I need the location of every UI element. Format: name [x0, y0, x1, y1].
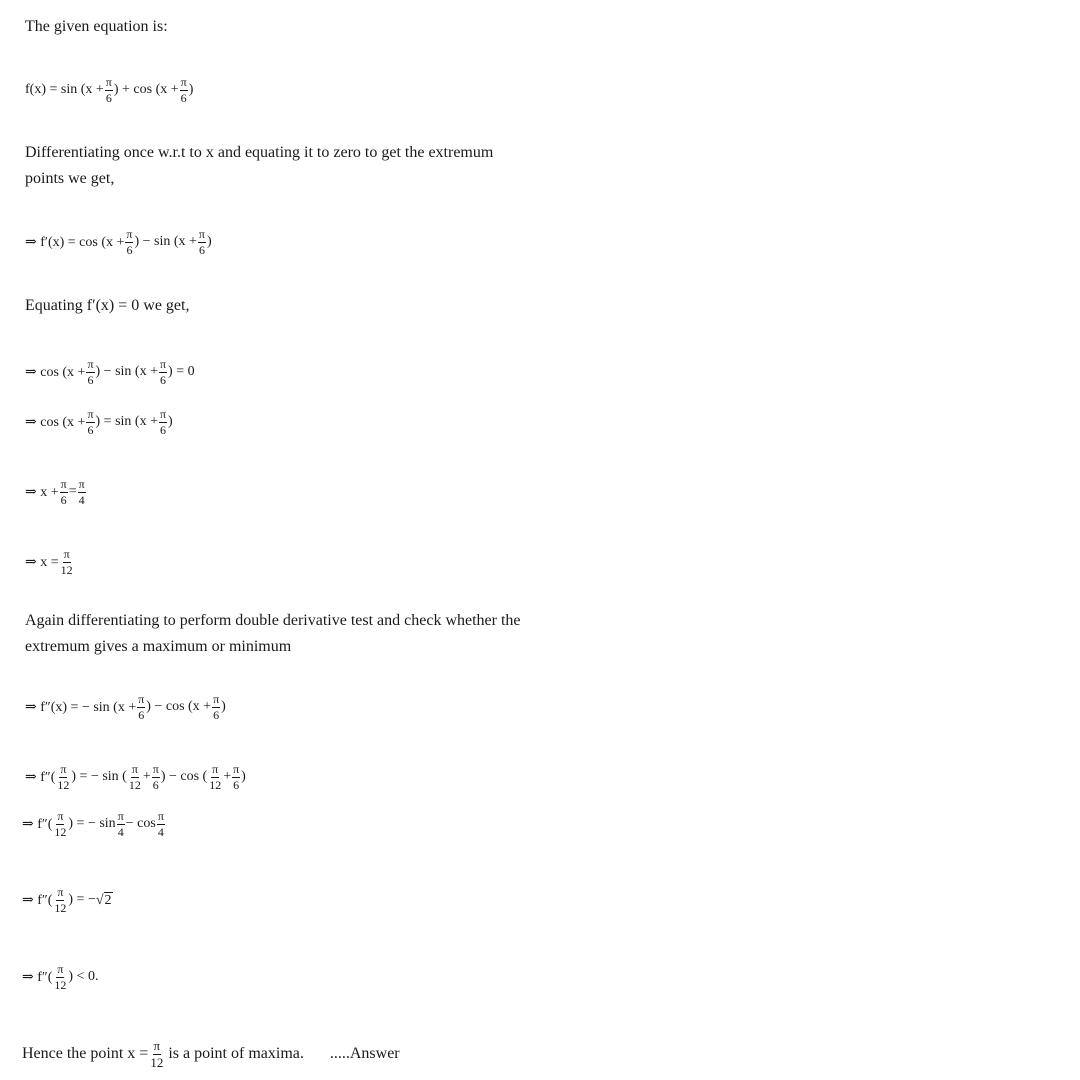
equating-text: Equating f′(x) = 0 we get, [25, 297, 190, 314]
fraction-pi-over-12: $\frac{\pi}{12}$ [209, 761, 222, 792]
equation-evaluate-4: ⇒ f″( $\frac{\pi}{12}$ ) < 0. [22, 961, 99, 992]
conclusion: Hence the point x = $\frac{\pi}{12}$ is a point of maxima. .....Answer [22, 1037, 400, 1070]
fraction-pi-over-6: $\frac{\pi}{6}$ [152, 761, 159, 792]
fraction-pi-over-6: $\frac{\pi}{6}$ [213, 691, 220, 722]
fraction-pi-over-6: $\frac{\pi}{6}$ [87, 406, 94, 437]
equation-evaluate-1: ⇒ f″( $\frac{\pi}{12}$ ) = − sin ( $\frac{\pi}{12}$ + $\frac{\pi}{6}$ ) − cos ( $\frac{\pi}{12}$ + $\frac{\pi}{6}$ ) [25, 761, 246, 792]
fraction-pi-over-12: $\frac{\pi}{12}$ [54, 808, 67, 839]
fraction-pi-over-6: $\frac{\pi}{6}$ [87, 356, 94, 387]
fraction-pi-over-12: $\frac{\pi}{12}$ [54, 884, 67, 915]
equation-step-3: ⇒ x + $\frac{\pi}{6}$ = $\frac{\pi}{4}$ [25, 476, 85, 507]
fraction-pi-over-6: $\frac{\pi}{6}$ [60, 476, 67, 507]
fraction-pi-over-12: $\frac{\pi}{12}$ [60, 546, 73, 577]
fraction-pi-over-6: $\frac{\pi}{6}$ [180, 74, 187, 105]
equation-step-4: ⇒ x = $\frac{\pi}{12}$ [25, 546, 73, 577]
equation-first-derivative: ⇒ f′(x) = cos (x + $\frac{\pi}{6}$ ) − sin (x + $\frac{\pi}{6}$ ) [25, 226, 212, 257]
equation-step-1: ⇒ cos (x + $\frac{\pi}{6}$ ) − sin (x + $\frac{\pi}{6}$ ) = 0 [25, 356, 195, 387]
equation-fx: f(x) = sin (x + $\frac{\pi}{6}$ ) + cos (x + $\frac{\pi}{6}$ ) [25, 74, 194, 105]
fraction-pi-over-12: $\frac{\pi}{12}$ [54, 961, 67, 992]
double-derivative-paragraph: Again differentiating to perform double derivative test and check whether the extremum gives a maximum or minimum [25, 612, 521, 655]
equation-step-2: ⇒ cos (x + $\frac{\pi}{6}$ ) = sin (x + $\frac{\pi}{6}$ ) [25, 406, 173, 437]
fraction-pi-over-6: $\frac{\pi}{6}$ [159, 406, 167, 437]
answer-label: .....Answer [329, 1045, 400, 1062]
fraction-pi-over-12: $\frac{\pi}{12}$ [128, 761, 141, 792]
equation-second-derivative: ⇒ f″(x) = − sin (x + $\frac{\pi}{6}$ ) − cos (x + $\frac{\pi}{6}$ ) [25, 691, 226, 722]
equation-evaluate-2: ⇒ f″( $\frac{\pi}{12}$ ) = − sin $\frac{\pi}{4}$ − cos $\frac{\pi}{4}$ [22, 808, 164, 839]
fraction-pi-over-12: $\frac{\pi}{12}$ [150, 1037, 164, 1070]
differentiating-paragraph: Differentiating once w.r.t to x and equating it to zero to get the extremum points we get, [25, 144, 494, 187]
fraction-pi-over-6: $\frac{\pi}{6}$ [159, 356, 167, 387]
fraction-pi-over-4: $\frac{\pi}{4}$ [78, 476, 85, 507]
intro-text: The given equation is: [25, 18, 168, 35]
fraction-pi-over-6: $\frac{\pi}{6}$ [138, 691, 145, 722]
fraction-pi-over-4: $\frac{\pi}{4}$ [157, 808, 164, 839]
fraction-pi-over-6: $\frac{\pi}{6}$ [233, 761, 240, 792]
fraction-pi-over-4: $\frac{\pi}{4}$ [117, 808, 124, 839]
fraction-pi-over-6: $\frac{\pi}{6}$ [105, 74, 112, 105]
square-root-2: √ 2 [95, 892, 112, 908]
equation-evaluate-3: ⇒ f″( $\frac{\pi}{12}$ ) = − √ 2 [22, 884, 112, 915]
fraction-pi-over-6: $\frac{\pi}{6}$ [126, 226, 133, 257]
fraction-pi-over-6: $\frac{\pi}{6}$ [198, 226, 205, 257]
fraction-pi-over-12: $\frac{\pi}{12}$ [57, 761, 70, 792]
